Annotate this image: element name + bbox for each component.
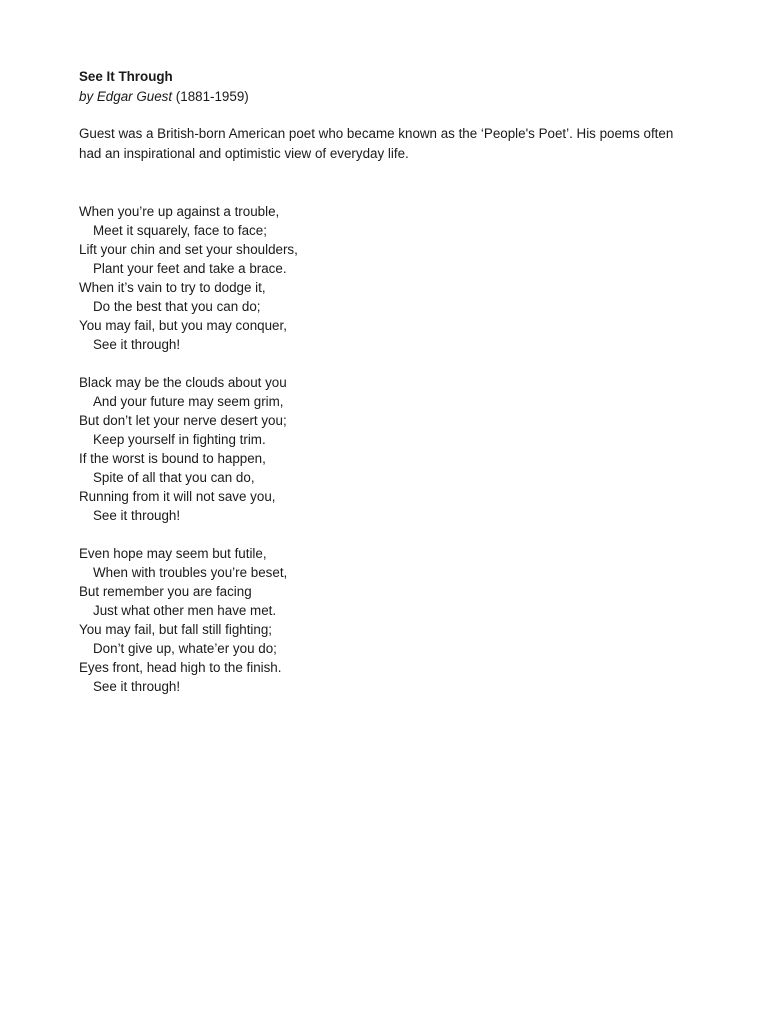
poem-line: Don’t give up, whate’er you do; — [93, 641, 277, 656]
poem-line: If the worst is bound to happen, — [79, 451, 266, 466]
poem-line: Even hope may seem but futile, — [79, 546, 267, 561]
byline-prefix: by — [79, 89, 97, 104]
poem-line: Do the best that you can do; — [93, 299, 261, 314]
poem-line: See it through! — [93, 679, 181, 694]
poem-line: When you’re up against a trouble, — [79, 204, 280, 219]
poem-line: You may fail, but you may conquer, — [79, 318, 287, 333]
intro-paragraph: Guest was a British-born American poet who became known as the ‘People's Poet’. His poems often had an inspirational and optimistic view of everyday life. — [79, 126, 674, 161]
poem-line: But don’t let your nerve desert you; — [79, 413, 287, 428]
poem-line: Black may be the clouds about you — [79, 375, 287, 390]
poem-line: You may fail, but fall still fighting; — [79, 622, 273, 637]
poem-line: Eyes front, head high to the finish. — [79, 660, 282, 675]
stanza-1 — [79, 202, 719, 354]
poem-line: And your future may seem grim, — [93, 394, 284, 409]
poem-title: See It Through — [79, 69, 173, 84]
poem-line: But remember you are facing — [79, 584, 252, 599]
poem-line: Spite of all that you can do, — [93, 470, 255, 485]
poem-line: Keep yourself in fighting trim. — [93, 432, 266, 447]
stanza-3 — [79, 544, 719, 696]
author-name: Edgar Guest — [96, 89, 173, 104]
stanza-2 — [79, 373, 719, 525]
poem-line: Meet it squarely, face to face; — [93, 223, 267, 238]
poem-line: Running from it will not save you, — [79, 489, 276, 504]
poem-line: See it through! — [93, 508, 181, 523]
poem-line: Lift your chin and set your shoulders, — [79, 242, 298, 257]
document-page — [79, 67, 719, 715]
poem-line: When it’s vain to try to dodge it, — [79, 280, 266, 295]
poem-line: When with troubles you’re beset, — [93, 565, 288, 580]
poem-line: Plant your feet and take a brace. — [93, 261, 287, 276]
author-years: (1881-1959) — [172, 89, 249, 104]
poem-line: See it through! — [93, 337, 181, 352]
byline — [79, 87, 719, 107]
poem-line: Just what other men have met. — [93, 603, 277, 618]
poem-body — [79, 202, 719, 696]
